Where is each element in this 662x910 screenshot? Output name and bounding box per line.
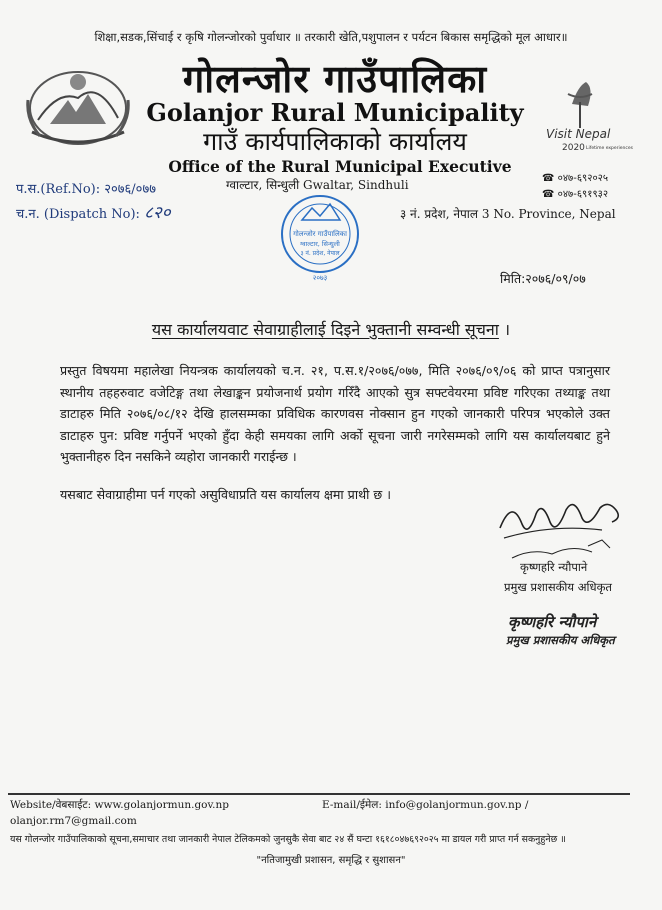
stamp-line-2: ग्वाल्टार, सिन्धुली [300, 240, 340, 248]
office-address: ग्वाल्टार, सिन्धुली Gwaltar, Sindhuli [226, 178, 409, 192]
dispatch-number [16, 200, 171, 223]
nepal-emblem-icon [18, 60, 138, 150]
footer-note: यस गोलन्जोर गाउँपालिकाको सूचना,समाचार तथा जानकारी नेपाल टेलिकमको जुनसुकै सेवा बाट २४ सैं घन्टा १६१८०४७६९२०२५ मा डायल गरी प्राप्त गर्न सकनुहुनेछ ॥ [10, 834, 566, 845]
handwritten-signature [492, 488, 628, 564]
visit-nepal-year: 2020 [562, 143, 585, 153]
signatory-name: कृष्णहरि न्यौपाने [520, 560, 588, 574]
stamp-line-1: गोलन्जोर गाउँपालिका [293, 230, 347, 238]
subject-text: यस कार्यालयवाट सेवाग्राहीलाई दिइने भुक्तानी सम्वन्धी सूचना [151, 320, 499, 339]
office-stamp-icon [278, 190, 362, 282]
municipality-title-english: Golanjor Rural Municipality [146, 98, 524, 127]
seal-title: प्रमुख प्रशासकीय अधिकृत [506, 633, 615, 647]
dispatch-label: च.न. (Dispatch No): [16, 207, 145, 222]
phone-number-1: ०४७-६९२०२५ [557, 173, 609, 184]
letter-body [60, 360, 610, 468]
phone-line-2 [542, 186, 608, 200]
footer-slogan: "नतिजामुखी प्रशासन, समृद्धि र सुशासन" [256, 855, 406, 866]
municipality-title-nepali: गोलन्जोर गाउँपालिका [182, 57, 488, 101]
office-province: ३ नं. प्रदेश, नेपाल 3 No. Province, Nepal [400, 207, 616, 221]
phone-icon: ☎ [542, 173, 558, 184]
apology-line: यसबाट सेवाग्राहीमा पर्न गएको असुविधाप्रति यस कार्यालय क्षमा प्राथी छ । [60, 487, 391, 502]
phone-icon: ☎ [542, 189, 558, 200]
footer-email: E-mail/ईमेल: info@golanjormun.gov.np / [322, 799, 529, 811]
office-title-nepali: गाउँ कार्यपालिकाको कार्यालय [203, 127, 467, 156]
reference-number [16, 179, 156, 197]
seal-name: कृष्णहरि न्यौपाने [508, 613, 597, 631]
stamp-year: २०७३ [312, 274, 328, 282]
letter-subject [0, 318, 662, 340]
header-motto: शिक्षा,सडक,सिंचाई र कृषि गोलन्जोरको पुर्वाधार ॥ तरकारी खेति,पशुपालन र पर्यटन बिकास समृद्धिको मूल आधार॥ [94, 30, 568, 44]
signatory-title: प्रमुख प्रशासकीय अधिकृत [504, 580, 612, 594]
dispatch-value: ८२० [144, 203, 171, 223]
office-title-english: Office of the Rural Municipal Executive [168, 157, 512, 176]
footer-website: Website/वेबसाईट: www.golanjormun.gov.np [10, 799, 230, 811]
subject-end: । [498, 320, 511, 339]
footer-email-2: olanjor.rm7@gmail.com [10, 815, 137, 827]
ref-value: २०७६/०७७ [104, 182, 156, 197]
visit-nepal-tagline: Lifetime experiences [586, 146, 633, 151]
visit-nepal-logo [528, 78, 633, 156]
letter-date: मिति:२०७६/०९/०७ [500, 271, 586, 286]
phone-number-2: ०४७-६९१९३२ [557, 189, 609, 200]
footer-divider [8, 793, 630, 795]
visit-nepal-text: Visit Nepal [546, 127, 611, 141]
phone-line-1 [542, 170, 608, 184]
body-paragraph: प्रस्तुत विषयमा महालेखा नियन्त्रक कार्यालयको च.न. २१, प.स.१/२०७६/०७७, मिति २०७६/०९/०६ को प्राप्त पत्रानुसार स्थानीय तहहरुवाट वजेटिङ्ग तथा लेखाङ्कन प्रयोजनार्थ प्रयोग गरिँदै आएको सुत्र सफ्टवेयरमा प्रविष्ट गरिएका तथ्याङ्क तथा डाटाहरु मिति २०७६/०८/१२ देखि हालसम्मका प्रविधिक कारणवस नोक्सान हुन गएको जानकारी परिपत्र भएकोले उक्त डाटाहरु पुन: प्रविष्ट गर्नुपर्ने भएको हुँदा केही समयका लागि अर्को सूचना जारी नगरेसम्मको लागि यस कार्यालयबाट हुने भुक्तानीहरु दिन नसकिने व्यहोरा जानकारी गराईन्छ । [60, 363, 610, 464]
ref-label: प.स.(Ref.No): [16, 182, 105, 197]
stamp-line-3: ३ नं. प्रदेश, नेपाल [300, 250, 340, 257]
